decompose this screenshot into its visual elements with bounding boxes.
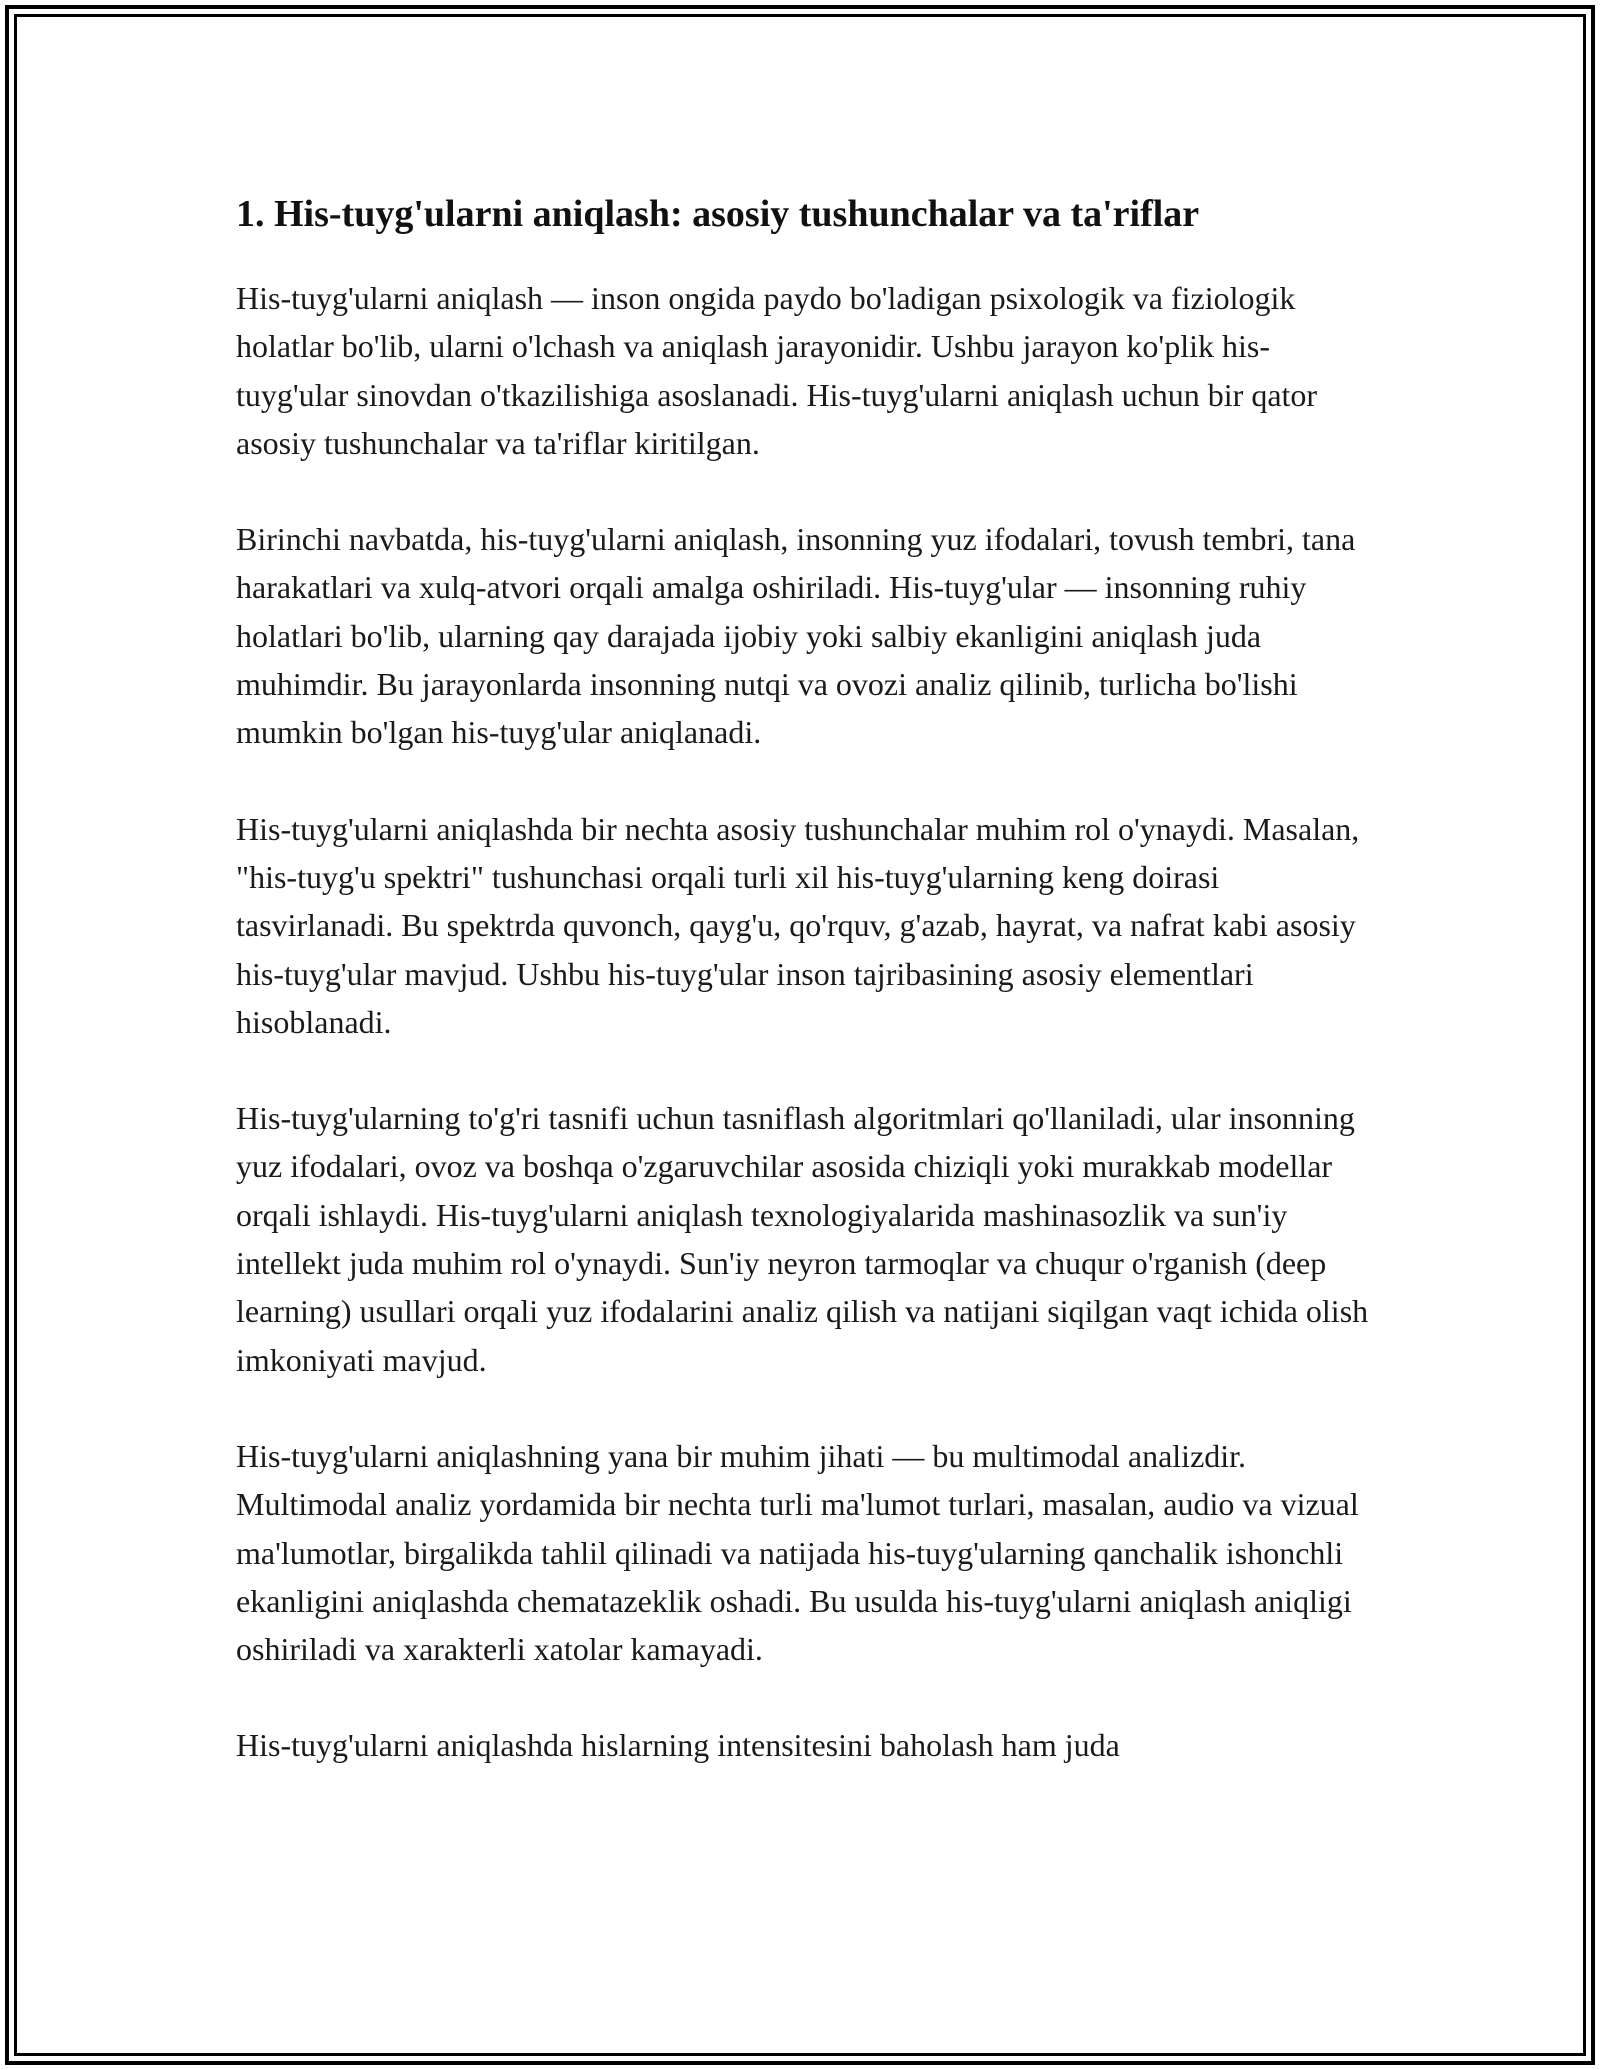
paragraph-1: His-tuyg'ularni aniqlash — inson ongida paydo bo'ladigan psixologik va fiziologik holatlar bo'lib, ularni o'lchash va aniqlash jarayonidir. Ushbu jarayon ko'plik his-tuyg'ular sinovdan o'tkazilishiga asoslanadi. His-tuyg'ularni aniqlash uchun bir qator asosiy tushunchalar va ta'riflar kiritilgan. — [236, 280, 1318, 461]
section-title: 1. His-tuyg'ularni aniqlash: asosiy tushunchalar va ta'riflar — [236, 193, 1200, 235]
paragraph-5: His-tuyg'ularni aniqlashning yana bir muhim jihati — bu multimodal analizdir. Multimodal analiz yordamida bir nechta turli ma'lumot turlari, masalan, audio va vizual ma'lumotlar, birgalikda tahlil qilinadi va natijada his-tuyg'ularning qanchalik ishonchli ekanligini aniqlashda chematazeklik oshadi. Bu usulda his-tuyg'ularni aniqlash aniqligi oshiriladi va xarakterli xatolar kamayadi. — [236, 1437, 1359, 1668]
paragraph-6: His-tuyg'ularni aniqlashda hislarning intensitesini baholash ham juda — [236, 1727, 1120, 1764]
paragraph-4: His-tuyg'ularning to'g'ri tasnifi uchun tasniflash algoritmlari qo'llaniladi, ular insonning yuz ifodalari, ovoz va boshqa o'zgaruvchilar asosida chiziqli yoki murakkab modellar orqali ishlaydi. His-tuyg'ularni aniqlash texnologiyalarida mashinasozlik va sun'iy intellekt juda muhim rol o'ynaydi. Sun'iy neyron tarmoqlar va chuqur o'rganish (deep learning) usullari orqali yuz ifodalarini analiz qilish va natijani siqilgan vaqt ichida olish imkoniyati mavjud. — [236, 1100, 1369, 1378]
document-body — [236, 188, 1376, 1818]
paragraph-2: Birinchi navbatda, his-tuyg'ularni aniqlash, insonning yuz ifodalari, tovush tembri, tana harakatlari va xulq-atvori orqali amalga oshiriladi. His-tuyg'ular — insonning ruhiy holatlari bo'lib, ularning qay darajada ijobiy yoki salbiy ekanligini aniqlash juda muhimdir. Bu jarayonlarda insonning nutqi va ovozi analiz qilinib, turlicha bo'lishi mumkin bo'lgan his-tuyg'ular aniqlanadi. — [236, 521, 1356, 751]
paragraph-3: His-tuyg'ularni aniqlashda bir nechta asosiy tushunchalar muhim rol o'ynaydi. Masalan, "his-tuyg'u spektri" tushunchasi orqali turli xil his-tuyg'ularning keng doirasi tasvirlanadi. Bu spektrda quvonch, qayg'u, qo'rquv, g'azab, hayrat, va nafrat kabi asosiy his-tuyg'ular mavjud. Ushbu his-tuyg'ular inson tajribasining asosiy elementlari hisoblanadi. — [236, 810, 1360, 1040]
